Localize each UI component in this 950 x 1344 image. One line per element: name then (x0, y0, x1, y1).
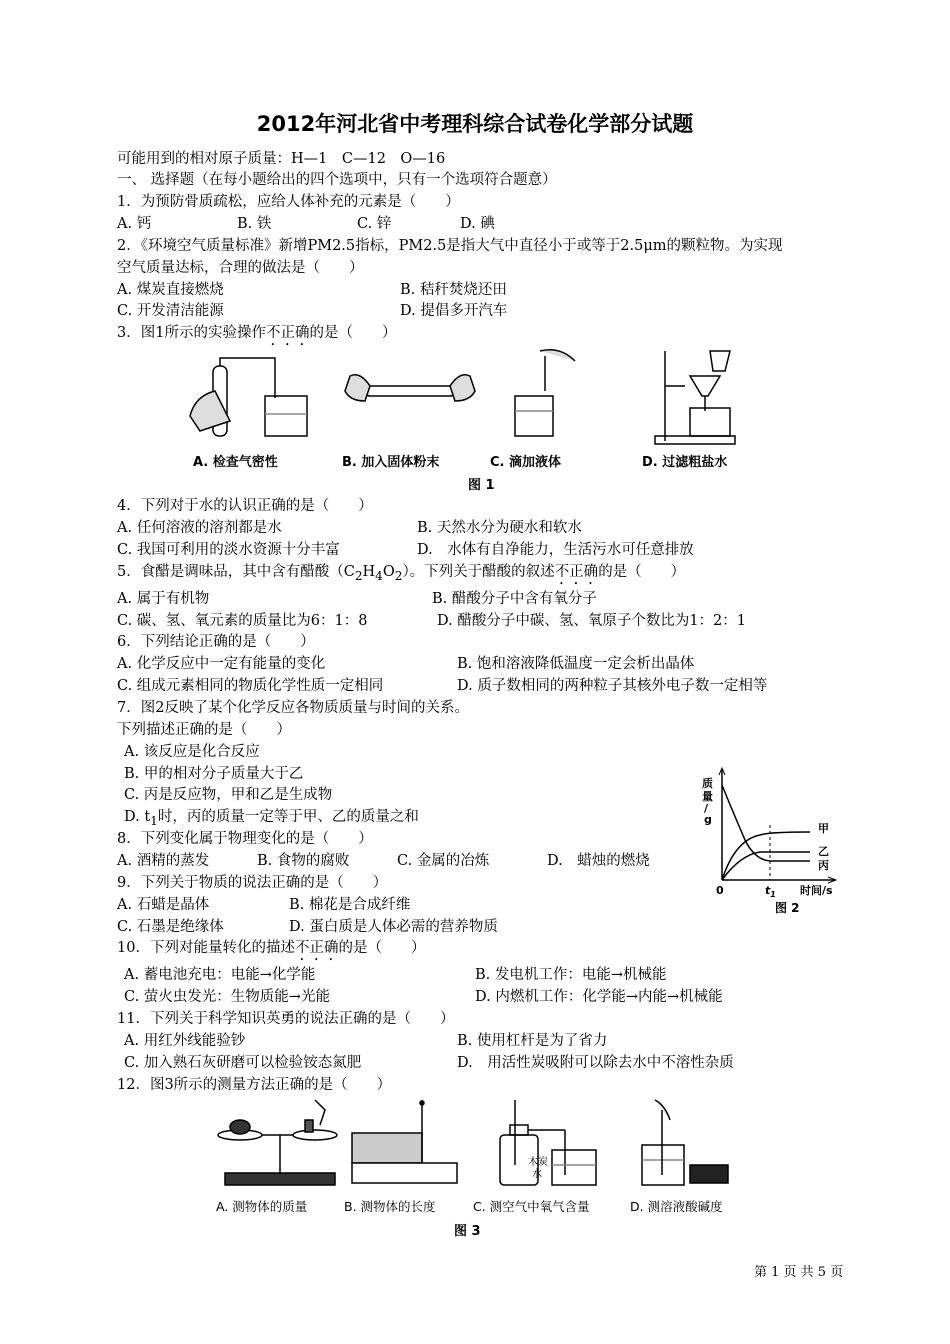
fig3-caption-c: C. 测空气中氧气含量 (473, 1199, 590, 1214)
q5-stem: 5．食醋是调味品，其中含有醋酸$(C_2H_4O_2)$。下列关于醋酸的叙述不正确的是（ ） (117, 564, 686, 583)
q2-option-a: A. 煤炭直接燃烧 (117, 282, 224, 298)
fig1-caption-b: B. 加入固体粉末 (342, 455, 440, 470)
q9-stem: 9．下列关于物质的说法正确的是（ ） (117, 875, 388, 891)
q7-option-c: C. 丙是反应物，甲和乙是生成物 (124, 787, 333, 803)
q11-option-c: C. 加入熟石灰研磨可以检验铵态氮肥 (124, 1055, 362, 1071)
fig3-label: 图 3 (454, 1224, 481, 1239)
series-label-jia: 甲 (818, 822, 829, 835)
q3-stem: 3．图1所示的实验操作不正确的是（ ） (117, 325, 397, 341)
q7-option-d: D. $t_1$时，丙的质量一定等于甲、乙的质量之和 (124, 809, 419, 828)
origin-label: 0 (716, 884, 724, 897)
dropper-illustration (515, 350, 575, 436)
oxygen-content-illustration (500, 1100, 596, 1185)
q2-stem: 2．《环境空气质量标准》新增PM2.5指标，PM2.5是指大气中直径小于或等于2.5μm的颗粒物。为实现 (117, 238, 783, 254)
q8-option-c: C. 金属的冶炼 (397, 853, 490, 869)
fig2-label: 图 2 (775, 901, 800, 915)
q11-option-d: D. 用活性炭吸附可以除去水中不溶性杂质 (457, 1055, 734, 1071)
q7-option-a: A. 该反应是化合反应 (124, 744, 260, 760)
t1-label: $t_1$ (765, 884, 776, 899)
q10-option-b: B. 发电机工作：电能→机械能 (475, 967, 667, 983)
series-label-yi: 乙 (818, 845, 829, 858)
ruler-illustration (352, 1100, 457, 1183)
q8-stem: 8．下列变化属于物理变化的是（ ） (117, 831, 373, 847)
q2-option-b: B. 秸秆焚烧还田 (400, 282, 507, 298)
q12-stem: 12．图3所示的测量方法正确的是（ ） (117, 1077, 392, 1093)
charcoal-label: 木炭 (528, 1157, 548, 1168)
fig1-caption-d: D. 过滤粗盐水 (642, 455, 728, 470)
q5-option-b: B. 醋酸分子中含有氧分子 (432, 591, 597, 607)
airtight-check-illustration (190, 358, 307, 436)
series-jia-curve (722, 832, 810, 880)
q4-option-c: C. 我国可利用的淡水资源十分丰富 (117, 542, 340, 558)
q8-option-b: B. 食物的腐败 (257, 853, 350, 869)
q9-option-b: B. 棉花是合成纤维 (289, 897, 411, 913)
fig3-caption-d: D. 测溶液酸碱度 (630, 1199, 723, 1214)
q1-option-a: A. 钙 (117, 216, 152, 232)
atomic-masses: 可能用到的相对原子质量：H—1 C—12 O—16 (117, 151, 446, 167)
y-label-1: 质 (702, 777, 713, 790)
q10-stem: 10．下列对能量转化的描述不正确的是（ ） (117, 940, 426, 956)
q1-option-b: B. 铁 (237, 216, 272, 232)
figure-1-lab-operations (185, 346, 765, 448)
fig1-caption-c: C. 滴加液体 (490, 455, 562, 470)
fig3-caption-b: B. 测物体的长度 (344, 1199, 436, 1214)
q9-option-d: D. 蛋白质是人体必需的营养物质 (289, 919, 498, 935)
q10-option-c: C. 萤火虫发光：生物质能→光能 (124, 989, 330, 1005)
y-label-4: g (704, 813, 712, 826)
q6-option-d: D. 质子数相同的两种粒子其核外电子数一定相等 (457, 678, 768, 694)
q6-option-a: A. 化学反应中一定有能量的变化 (117, 656, 326, 672)
q8-option-a: A. 酒精的蒸发 (117, 853, 210, 869)
water-label: 水 (532, 1169, 542, 1180)
series-bing-curve (722, 785, 810, 861)
q1-option-c: C. 锌 (357, 216, 392, 232)
q7-stem: 7．图2反映了某个化学反应各物质质量与时间的关系。 (117, 700, 469, 716)
q2-option-c: C. 开发清洁能源 (117, 303, 224, 319)
fig1-label: 图 1 (468, 478, 495, 493)
q5-option-d: D. 醋酸分子中碳、氢、氧原子个数比为1：2：1 (437, 613, 747, 629)
series-label-bing: 丙 (818, 859, 829, 872)
q6-option-b: B. 饱和溶液降低温度一定会析出晶体 (457, 656, 695, 672)
q6-stem: 6．下列结论正确的是（ ） (117, 634, 315, 650)
q2-stem-cont: 空气质量达标，合理的做法是（ ） (117, 260, 364, 276)
series-yi-curve (722, 852, 810, 880)
q4-option-a: A. 任何溶液的溶剂都是水 (117, 520, 282, 536)
q9-option-a: A. 石蜡是晶体 (117, 897, 210, 913)
q7-option-b: B. 甲的相对分子质量大于乙 (124, 766, 304, 782)
figure-2-graph (700, 765, 845, 920)
y-label-3: / (704, 802, 709, 815)
q11-option-b: B. 使用杠杆是为了省力 (457, 1033, 608, 1049)
q8-option-d: D. 蜡烛的燃烧 (547, 853, 650, 869)
q7-stem-cont: 下列描述正确的是（ ） (117, 722, 291, 738)
q5-option-a: A. 属于有机物 (117, 591, 210, 607)
q1-option-d: D. 碘 (460, 216, 495, 232)
ph-test-illustration (642, 1100, 728, 1185)
page-title: 2012年河北省中考理科综合试卷化学部分试题 (256, 112, 694, 136)
q6-option-c: C. 组成元素相同的物质化学性质一定相同 (117, 678, 384, 694)
q11-option-a: A. 用红外线能验钞 (124, 1033, 246, 1049)
q5-option-c: C. 碳、氢、氧元素的质量比为6：1：8 (117, 613, 368, 629)
fig1-caption-a: A. 检查气密性 (193, 455, 278, 470)
q4-option-d: D. 水体有自净能力，生活污水可任意排放 (417, 542, 694, 558)
filtration-illustration (655, 351, 735, 444)
q4-stem: 4．下列对于水的认识正确的是（ ） (117, 498, 373, 514)
q11-stem: 11．下列关于科学知识英勇的说法正确的是（ ） (117, 1011, 455, 1027)
q9-option-c: C. 石墨是绝缘体 (117, 919, 224, 935)
q10-option-d: D. 内燃机工作：化学能→内能→机械能 (475, 989, 723, 1005)
q4-option-b: B. 天然水分为硬水和软水 (417, 520, 582, 536)
q1-stem: 1．为预防骨质疏松，应给人体补充的元素是（ ） (117, 194, 460, 210)
powder-addition-illustration (345, 375, 475, 401)
y-label-2: 量 (702, 790, 713, 803)
q2-option-d: D. 提倡多开汽车 (400, 303, 508, 319)
q10-option-a: A. 蓄电池充电：电能→化学能 (124, 967, 316, 983)
section-heading: 一、 选择题（在每小题给出的四个选项中，只有一个选项符合题意） (117, 172, 557, 188)
fig3-caption-a: A. 测物体的质量 (216, 1199, 308, 1214)
page-footer: 第 1 页 共 5 页 (754, 1265, 844, 1280)
x-axis-label: 时间/s (800, 884, 833, 897)
figure-3-measurements (210, 1095, 750, 1195)
balance-illustration (218, 1100, 337, 1185)
